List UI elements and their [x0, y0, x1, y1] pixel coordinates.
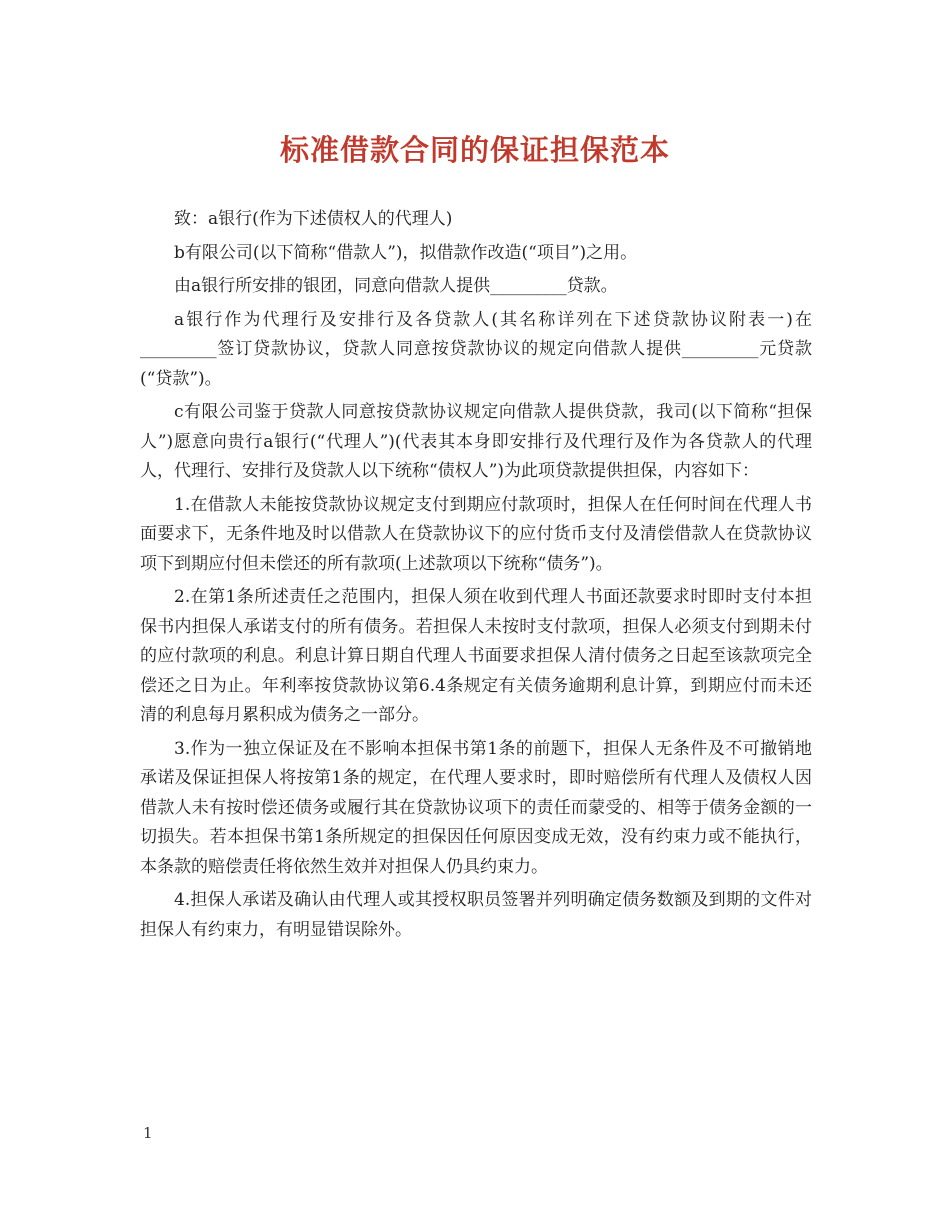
paragraph-loan-agreement: a银行作为代理行及安排行及各贷款人(其名称详列在下述贷款协议附表一)在_________签订贷款协议，贷款人同意按贷款协议的规定向借款人提供_________元贷款(“贷款”)。 — [140, 309, 812, 389]
paragraph-addressee: 致：a银行(作为下述债权人的代理人) — [174, 209, 453, 229]
clause-2: 2.在第1条所述责任之范围内，担保人须在收到代理人书面还款要求时即时支付本担保书内担保人承诺支付的所有债务。若担保人未按时支付款项，担保人必须支付到期未付的应付款项的利息。利息计算日期自代理人书面要求担保人清付债务之日起至该款项完全偿还之日为止。年利率按贷款协议第6.4条规定有关债务逾期利息计算，到期应付而未还清的利息每月累积成为债务之一部分。 — [140, 587, 812, 725]
document-title: 标准借款合同的保证担保范本 — [279, 133, 670, 167]
page-number: 1 — [143, 1124, 153, 1142]
clause-3: 3.作为一独立保证及在不影响本担保书第1条的前题下，担保人无条件及不可撤销地承诺及保证担保人将按第1条的规定，在代理人要求时，即时赔偿所有代理人及债权人因借款人未有按时偿还债务或履行其在贷款协议项下的责任而蒙受的、相等于债务金额的一切损失。若本担保书第1条所规定的担保因任何原因变成无效，没有约束力或不能执行，本条款的赔偿责任将依然生效并对担保人仍具约束力。 — [140, 738, 812, 877]
paragraph-guarantor: c有限公司鉴于贷款人同意按贷款协议规定向借款人提供贷款，我司(以下简称“担保人”)愿意向贵行a银行(“代理人”)(代表其本身即安排行及代理行及作为各贷款人的代理人，代理行、安排行及贷款人以下统称“债权人”)为此项贷款提供担保，内容如下： — [140, 402, 812, 481]
clause-1: 1.在借款人未能按贷款协议规定支付到期应付款项时，担保人在任何时间在代理人书面要求下，无条件地及时以借款人在贷款协议下的应付货币支付及清偿借款人在贷款协议项下到期应付但未偿还的所有款项(上述款项以下统称“债务”)。 — [140, 494, 812, 574]
document-body — [140, 205, 812, 949]
paragraph-borrower: b有限公司(以下简称“借款人”)，拟借款作改造(“项目”)之用。 — [174, 242, 638, 263]
clause-4: 4.担保人承诺及确认由代理人或其授权职员签署并列明确定债务数额及到期的文件对担保人有约束力，有明显错误除外。 — [140, 890, 812, 940]
paragraph-syndicate: 由a银行所安排的银团，同意向借款人提供_________贷款。 — [174, 276, 618, 296]
